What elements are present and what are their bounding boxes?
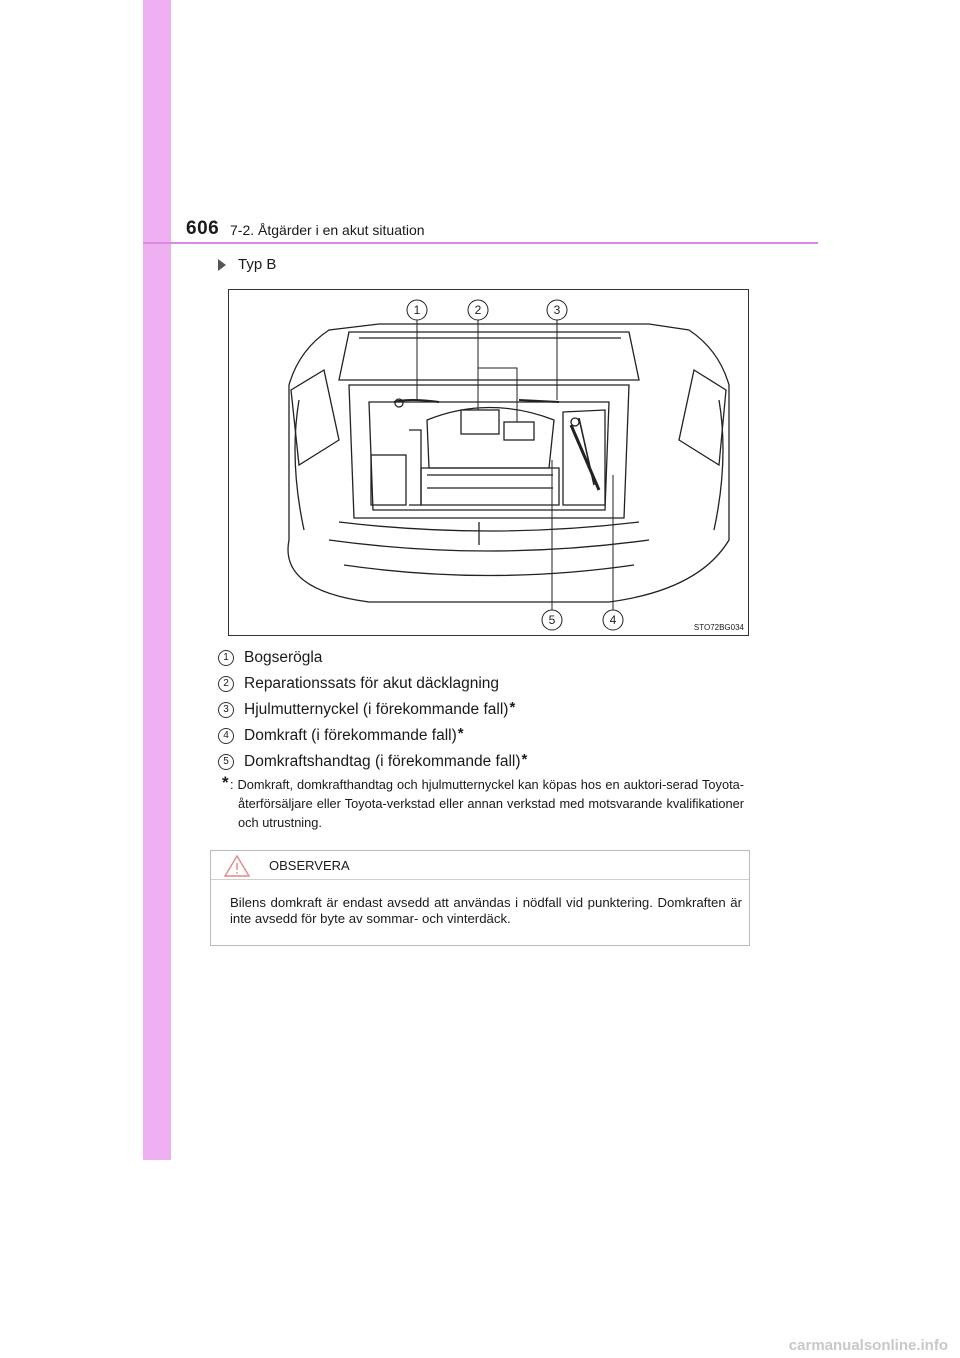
- side-color-band: [143, 0, 171, 1160]
- legend-number: 1: [218, 650, 234, 666]
- legend-number: 2: [218, 676, 234, 692]
- legend-number: 4: [218, 728, 234, 744]
- notice-title: OBSERVERA: [269, 858, 350, 873]
- watermark: carmanualsonline.info: [788, 1337, 948, 1354]
- legend-item: [218, 697, 527, 723]
- footnote: [218, 775, 744, 832]
- legend-text: Bogserögla: [244, 649, 323, 666]
- section-title: 7-2. Åtgärder i en akut situation: [230, 222, 425, 238]
- callout-label-3: 3: [553, 303, 561, 317]
- footnote-marker: *: [222, 773, 229, 792]
- callout-label-2: 2: [474, 303, 482, 317]
- footnote-star: *: [521, 750, 528, 768]
- legend-text: Reparationssats för akut däcklagning: [244, 675, 500, 692]
- legend-text: Domkraftshandtag (i förekommande fall): [244, 753, 521, 770]
- notice-header: [211, 851, 749, 880]
- triangle-bullet-icon: [218, 259, 226, 271]
- variant-heading: [218, 256, 276, 273]
- notice-box: [210, 850, 750, 946]
- header-divider: [143, 242, 818, 244]
- legend-list: [218, 645, 527, 775]
- legend-item: [218, 671, 527, 697]
- legend-text: Domkraft (i förekommande fall): [244, 727, 457, 744]
- car-trunk-drawing: [229, 290, 748, 635]
- legend-item: [218, 749, 527, 775]
- callout-label-4: 4: [609, 613, 617, 627]
- callout-label-5: 5: [548, 613, 556, 627]
- legend-number: 3: [218, 702, 234, 718]
- notice-body: Bilens domkraft är endast avsedd att användas i nödfall vid punktering. Domkraften är inte avsedd för byte av sommar- och vinterdäck.: [230, 895, 742, 926]
- warning-triangle-icon: [223, 854, 251, 878]
- legend-number: 5: [218, 754, 234, 770]
- callout-label-1: 1: [413, 303, 421, 317]
- figure-code: STO72BG034: [693, 623, 744, 632]
- footnote-star: *: [509, 698, 516, 716]
- luggage-compartment-illustration: [228, 289, 749, 636]
- legend-item: [218, 645, 527, 671]
- legend-text: Hjulmutternyckel (i förekommande fall): [244, 701, 509, 718]
- page-number: 606: [186, 218, 220, 239]
- footnote-text: : Domkraft, domkrafthandtag och hjulmutternyckel kan köpas hos en auktori-serad Toyota-återförsäljare eller Toyota-verkstad eller annan verkstad med motsvarande kvalifikationer och utrustning.: [230, 777, 744, 830]
- variant-label-text: Typ B: [238, 256, 277, 273]
- legend-item: [218, 723, 527, 749]
- footnote-star: *: [457, 724, 464, 742]
